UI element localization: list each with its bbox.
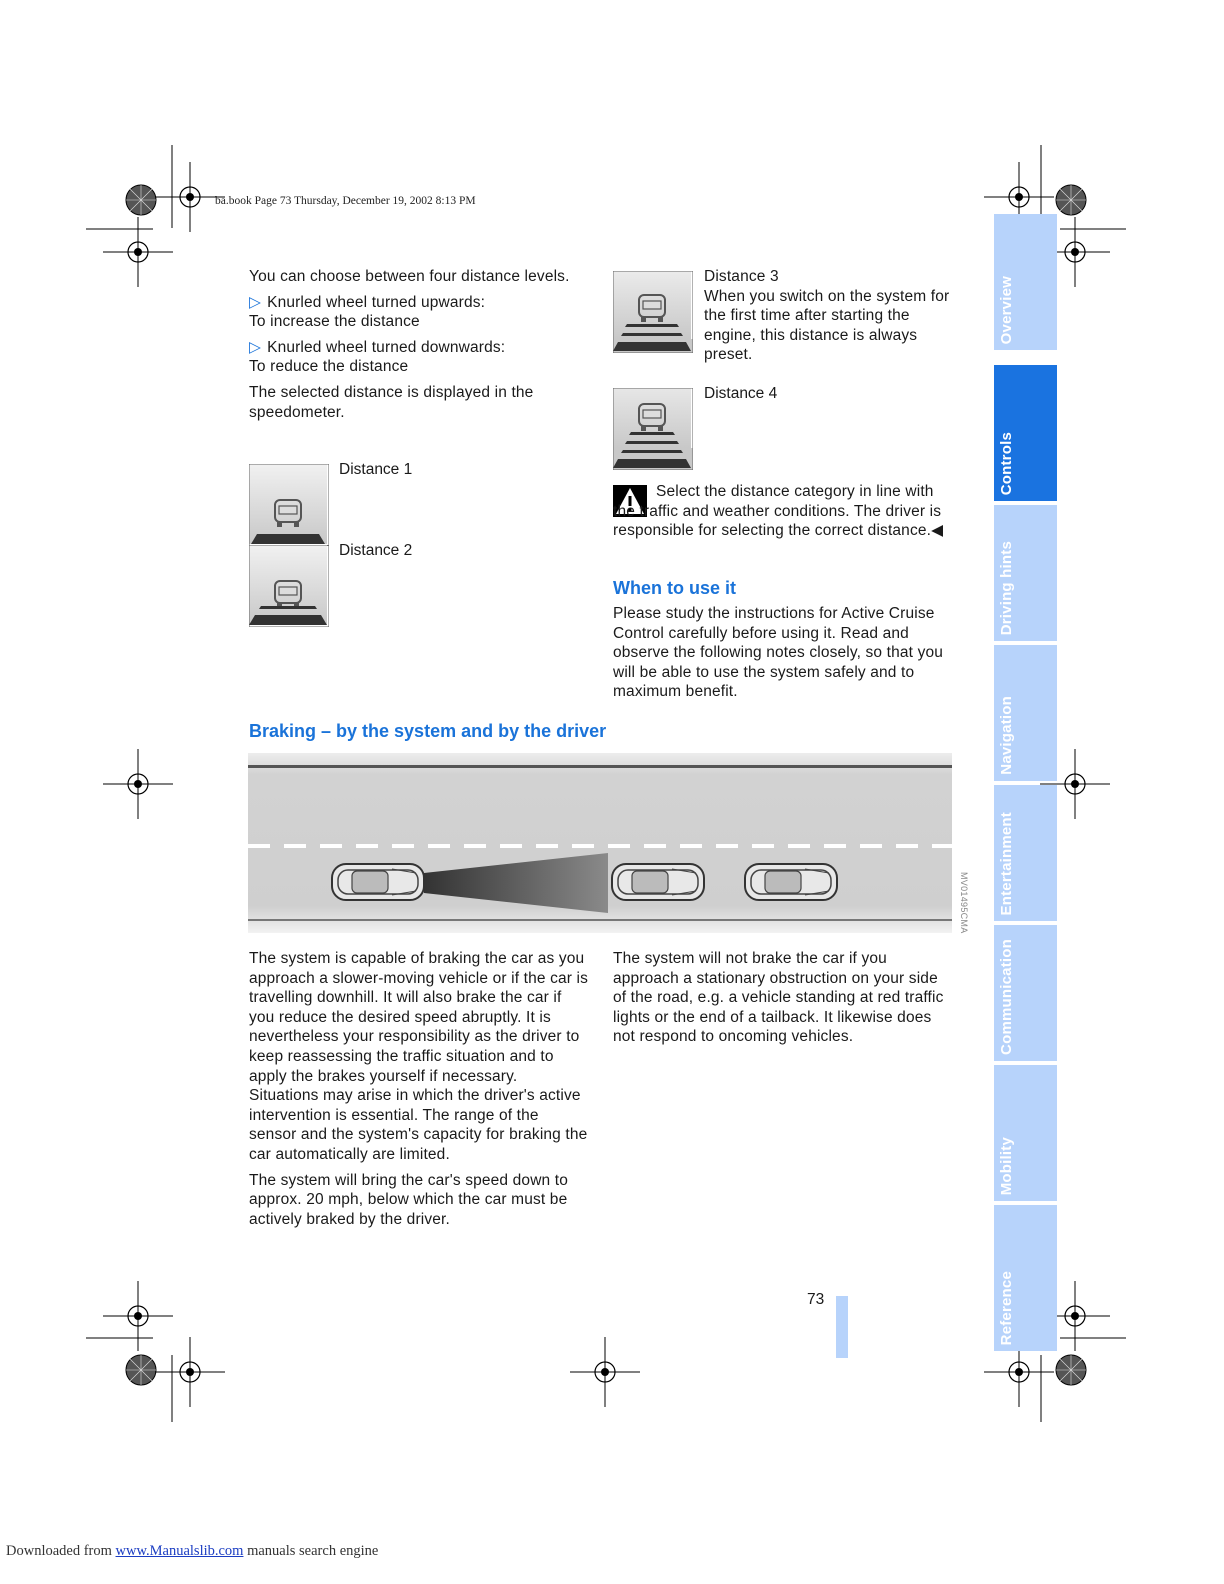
tab-controls[interactable]: Controls xyxy=(994,365,1057,501)
warning-text: Select the distance category in line with the traffic and weather conditions. The driver is responsible for selecting the correct distance.◀ xyxy=(613,483,944,540)
file-info-header: ba.book Page 73 Thursday, December 19, 2002 8:13 PM xyxy=(215,195,476,207)
distance4-icon xyxy=(613,388,693,470)
distance3-text xyxy=(704,267,954,365)
distance3-icon xyxy=(613,271,693,353)
tab-overview[interactable]: Overview xyxy=(994,214,1057,350)
tab-navigation[interactable]: Navigation xyxy=(994,645,1057,781)
triangle-bullet-icon: ▷ xyxy=(249,338,262,356)
tab-driving-hints[interactable]: Driving hints xyxy=(994,505,1057,641)
bullet-item: ▷ Knurled wheel turned downwards: xyxy=(249,338,506,356)
manualslib-link[interactable]: www.Manualslib.com xyxy=(115,1543,244,1559)
braking-heading: Braking – by the system and by the driver xyxy=(249,721,607,741)
tab-entertainment[interactable]: Entertainment xyxy=(994,785,1057,921)
tab-mobility[interactable]: Mobility xyxy=(994,1065,1057,1201)
distance1-label: Distance 1 xyxy=(339,461,413,478)
bullet-result: To reduce the distance xyxy=(249,358,409,376)
distance1-icon xyxy=(249,464,329,546)
braking-paragraph: The system will not brake the car if you approach a stationary obstruction on your side of the road, e.g. a vehicle standing at red traffic lights or the end of a tailback. It likewise does not respond to oncoming vehicles. xyxy=(613,950,944,1046)
braking-right-column xyxy=(613,949,953,1053)
triangle-bullet-icon: ▷ xyxy=(249,293,262,311)
display-note: The selected distance is displayed in the speedometer. xyxy=(249,383,534,421)
image-code: MV01495CMA xyxy=(959,872,969,934)
tab-reference[interactable]: Reference xyxy=(994,1205,1057,1351)
braking-paragraph: The system will bring the car's speed down to approx. 20 mph, below which the car must be actively braked by the driver. xyxy=(249,1171,568,1228)
braking-paragraph: Situations may arise in which the driver's active intervention is essential. The range of the sensor and the system's capacity for braking the car automatically are limited. xyxy=(249,1087,588,1163)
braking-left-column xyxy=(249,949,589,1235)
tab-communication[interactable]: Communication xyxy=(994,925,1057,1061)
when-to-use-heading: When to use it xyxy=(613,578,736,598)
intro-text: You can choose between four distance levels. xyxy=(249,268,570,285)
end-mark-icon: ◀ xyxy=(931,522,944,540)
distance2-label: Distance 2 xyxy=(339,542,413,559)
distance4-label: Distance 4 xyxy=(704,385,778,402)
left-column-intro xyxy=(249,267,589,428)
bullet-item: ▷ Knurled wheel turned upwards: xyxy=(249,293,486,311)
footer: Downloaded from www.Manualslib.com manuals search engine xyxy=(6,1543,379,1559)
distance3-description: When you switch on the system for the first time after starting the engine, this distance is always preset. xyxy=(704,287,950,364)
distance2-icon xyxy=(249,545,329,627)
when-to-use-text: Please study the instructions for Active Cruise Control carefully before using it. Read and observe the following notes closely, so that you will be able to use the system safely and to maximum benefit. xyxy=(613,605,944,701)
bullet-result: To increase the distance xyxy=(249,313,420,331)
braking-paragraph: The system is capable of braking the car as you approach a slower-moving vehicle or if the car is travelling downhill. It will also brake the car if you reduce the desired speed abruptly. It is nevertheless your responsibility as the driver to keep reassessing the traffic situation and to apply the brakes yourself if necessary. xyxy=(249,950,589,1085)
distance3-label: Distance 3 xyxy=(704,268,779,285)
page-number-bar xyxy=(836,1296,848,1358)
road-diagram-image xyxy=(248,753,952,933)
page-number: 73 xyxy=(807,1291,825,1308)
